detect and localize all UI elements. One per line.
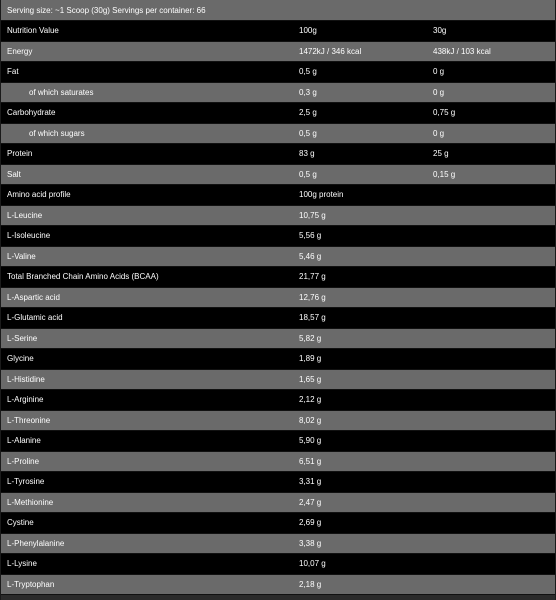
value-per-100g: 100g — [299, 26, 317, 36]
value-per-100g: 5,46 g — [299, 251, 322, 261]
table-row — [1, 370, 555, 391]
table-row — [1, 575, 555, 596]
nutrient-label: Glycine — [7, 354, 34, 364]
table-row — [1, 513, 555, 534]
table-row — [1, 493, 555, 514]
table-row — [1, 554, 555, 575]
nutrient-label: of which saturates — [29, 87, 94, 97]
nutrient-label: Fat — [7, 67, 19, 77]
table-row — [1, 83, 555, 104]
nutrient-label: Cystine — [7, 518, 34, 528]
value-per-100g: 2,18 g — [299, 579, 322, 589]
table-row — [1, 103, 555, 124]
nutrient-label: L-Arginine — [7, 395, 44, 405]
table-row — [1, 390, 555, 411]
value-per-100g: 5,56 g — [299, 231, 322, 241]
value-per-100g: 10,07 g — [299, 559, 326, 569]
nutrient-label: L-Lysine — [7, 559, 37, 569]
value-per-100g: 18,57 g — [299, 313, 326, 323]
value-per-100g: 2,69 g — [299, 518, 322, 528]
table-row — [1, 308, 555, 329]
table-row — [1, 226, 555, 247]
value-per-100g: 1,89 g — [299, 354, 322, 364]
value-per-100g: 5,90 g — [299, 436, 322, 446]
value-per-100g: 3,31 g — [299, 477, 322, 487]
nutrient-label: L-Serine — [7, 333, 38, 343]
table-row — [1, 431, 555, 452]
nutrient-label: L-Glutamic acid — [7, 313, 63, 323]
table-row — [1, 206, 555, 227]
value-per-100g: 0,5 g — [299, 169, 317, 179]
nutrient-label: L-Alanine — [7, 436, 41, 446]
table-row — [1, 288, 555, 309]
table-row — [1, 124, 555, 145]
table-row — [1, 42, 555, 63]
nutrition-rows — [1, 21, 555, 595]
nutrient-label: L-Valine — [7, 251, 36, 261]
value-per-100g: 21,77 g — [299, 272, 326, 282]
nutrient-label: Protein — [7, 149, 33, 159]
table-row — [1, 21, 555, 42]
table-row — [1, 144, 555, 165]
table-row — [1, 62, 555, 83]
value-per-100g: 0,5 g — [299, 128, 317, 138]
value-per-100g: 100g protein — [299, 190, 344, 200]
value-per-serving: 438kJ / 103 kcal — [433, 46, 491, 56]
value-per-serving: 0 g — [433, 67, 445, 77]
table-row — [1, 452, 555, 473]
nutrient-label: L-Threonine — [7, 415, 51, 425]
table-row — [1, 349, 555, 370]
nutrient-label: L-Histidine — [7, 374, 45, 384]
nutrient-label: L-Leucine — [7, 210, 43, 220]
value-per-100g: 6,51 g — [299, 456, 322, 466]
nutrient-label: Salt — [7, 169, 21, 179]
nutrient-label: of which sugars — [29, 128, 85, 138]
value-per-serving: 0,75 g — [433, 108, 456, 118]
nutrient-label: L-Tyrosine — [7, 477, 45, 487]
nutrition-table — [1, 0, 555, 600]
nutrient-label: Nutrition Value — [7, 26, 59, 36]
table-row — [1, 267, 555, 288]
value-per-100g: 2,12 g — [299, 395, 322, 405]
value-per-100g: 5,82 g — [299, 333, 322, 343]
table-row — [1, 411, 555, 432]
value-per-serving: 30g — [433, 26, 447, 36]
value-per-serving: 0 g — [433, 87, 445, 97]
nutrient-label: L-Phenylalanine — [7, 538, 65, 548]
nutrient-label: L-Isoleucine — [7, 231, 51, 241]
value-per-100g: 1,65 g — [299, 374, 322, 384]
value-per-serving: 0,15 g — [433, 169, 456, 179]
value-per-100g: 83 g — [299, 149, 315, 159]
table-row — [1, 534, 555, 555]
value-per-100g: 3,38 g — [299, 538, 322, 548]
table-row — [1, 165, 555, 186]
nutrient-label: Amino acid profile — [7, 190, 71, 200]
value-per-100g: 0,5 g — [299, 67, 317, 77]
nutrient-label: Carbohydrate — [7, 108, 56, 118]
nutrient-label: L-Tryptophan — [7, 579, 55, 589]
value-per-100g: 10,75 g — [299, 210, 326, 220]
value-per-100g: 1472kJ / 346 kcal — [299, 46, 362, 56]
value-per-100g: 0,3 g — [299, 87, 317, 97]
nutrient-label: L-Methionine — [7, 497, 54, 507]
nutrient-label: L-Aspartic acid — [7, 292, 60, 302]
nutrient-label: L-Proline — [7, 456, 40, 466]
table-row — [1, 329, 555, 350]
serving-info: Serving size: ~1 Scoop (30g) Servings per container: 66 — [1, 0, 555, 21]
value-per-100g: 8,02 g — [299, 415, 322, 425]
value-per-serving: 0 g — [433, 128, 445, 138]
nutrient-label: Total Branched Chain Amino Acids (BCAA) — [7, 272, 159, 282]
table-row — [1, 185, 555, 206]
value-per-serving: 25 g — [433, 149, 449, 159]
value-per-100g: 2,5 g — [299, 108, 317, 118]
value-per-100g: 12,76 g — [299, 292, 326, 302]
value-per-100g: 2,47 g — [299, 497, 322, 507]
table-row — [1, 472, 555, 493]
table-row — [1, 247, 555, 268]
nutrient-label: Energy — [7, 46, 33, 56]
